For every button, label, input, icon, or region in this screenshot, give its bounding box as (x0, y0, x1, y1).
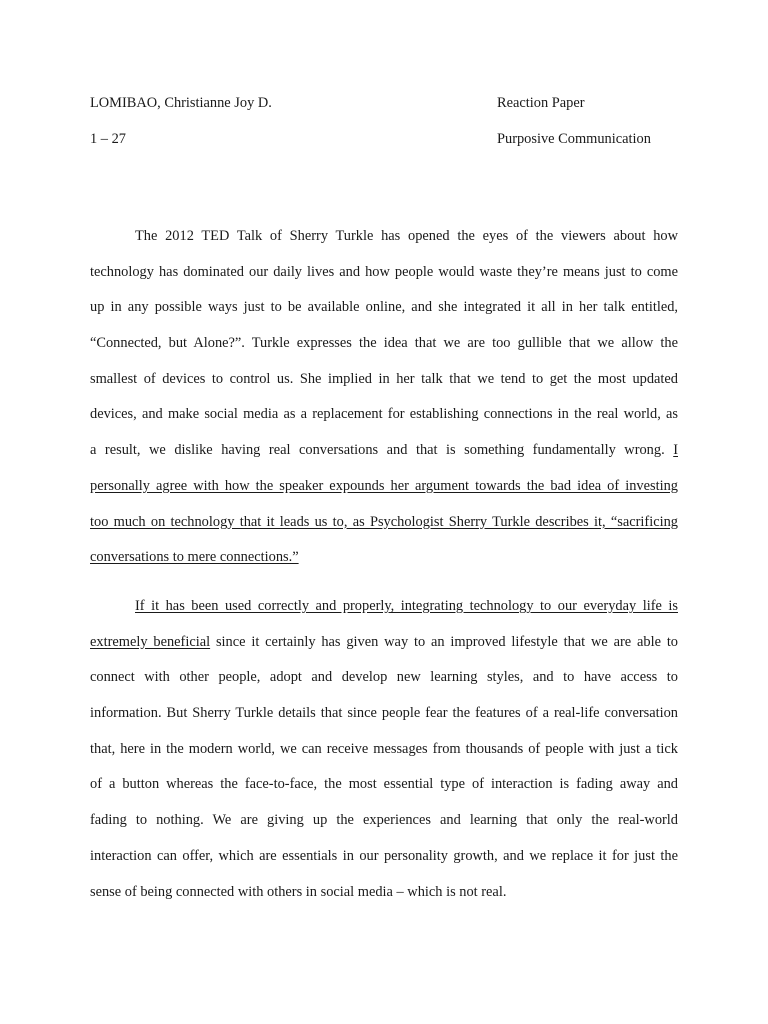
text-line (90, 477, 678, 513)
text-line (90, 883, 678, 919)
document-type: Reaction Paper (497, 95, 585, 111)
text-segment: of a button whereas the face-to-face, the most essential type of interaction is fading away and (90, 776, 678, 793)
text-line (90, 227, 678, 263)
text-segment: sense of being connected with others in social media – which is not real. (90, 883, 507, 900)
text-line (90, 405, 678, 441)
course-name: Purposive Communication (497, 131, 651, 147)
text-segment: “Connected, but Alone?”. Turkle expresses the idea that we are too gullible that we allow the (90, 335, 678, 352)
text-segment: technology has dominated our daily lives and how people would waste they’re means just to come (90, 263, 678, 280)
text-line (90, 263, 678, 299)
text-line (90, 334, 678, 370)
text-segment: information. But Sherry Turkle details that since people fear the features of a real-life conversation (90, 705, 678, 722)
underlined-text: If it has been used correctly and properly, integrating technology to our everyday life is (135, 598, 678, 614)
text-line (90, 513, 678, 549)
text-line (90, 441, 678, 477)
text-segment: interaction can offer, which are essentials in our personality growth, and we replace it for just the (90, 847, 678, 864)
body-paragraph-1 (90, 227, 678, 584)
text-line (90, 847, 678, 883)
text-segment: devices, and make social media as a replacement for establishing connections in the real world, as (90, 406, 678, 423)
text-segment: up in any possible ways just to be available online, and she integrated it all in her talk entitled, (90, 299, 678, 316)
text-segment: fading to nothing. We are giving up the experiences and learning that only the real-world (90, 812, 678, 829)
text-segment: that, here in the modern world, we can receive messages from thousands of people with just a tick (90, 740, 678, 757)
text-segment: smallest of devices to control us. She implied in her talk that we tend to get the most updated (90, 370, 678, 387)
text-line (90, 298, 678, 334)
underlined-text: I (673, 442, 678, 459)
text-segment: since it certainly has given way to an improved lifestyle that we are able to (210, 633, 679, 650)
underlined-text: extremely beneficial (90, 633, 211, 650)
text-segment: connect with other people, adopt and develop new learning styles, and to have access to (90, 669, 678, 686)
text-line (90, 370, 678, 406)
text-line (90, 811, 678, 847)
author-name: LOMIBAO, Christianne Joy D. (90, 95, 272, 111)
underlined-text: personally agree with how the speaker expounds her argument towards the bad idea of investing (90, 477, 678, 494)
text-line (90, 704, 678, 740)
text-line (90, 633, 678, 669)
section-number: 1 – 27 (90, 131, 126, 147)
underlined-text: conversations to mere connections.” (90, 549, 299, 566)
text-segment: The 2012 TED Talk of Sherry Turkle has opened the eyes of the viewers about how (135, 228, 678, 244)
text-line (90, 548, 678, 584)
text-line (90, 775, 678, 811)
body-paragraph-2 (90, 597, 678, 918)
text-segment: a result, we dislike having real conversations and that is something fundamentally wrong. (90, 442, 674, 459)
underlined-text: too much on technology that it leads us to, as Psychologist Sherry Turkle describes it, “sacrificing (90, 513, 678, 530)
text-line (90, 668, 678, 704)
text-line (90, 597, 678, 633)
text-line (90, 740, 678, 776)
